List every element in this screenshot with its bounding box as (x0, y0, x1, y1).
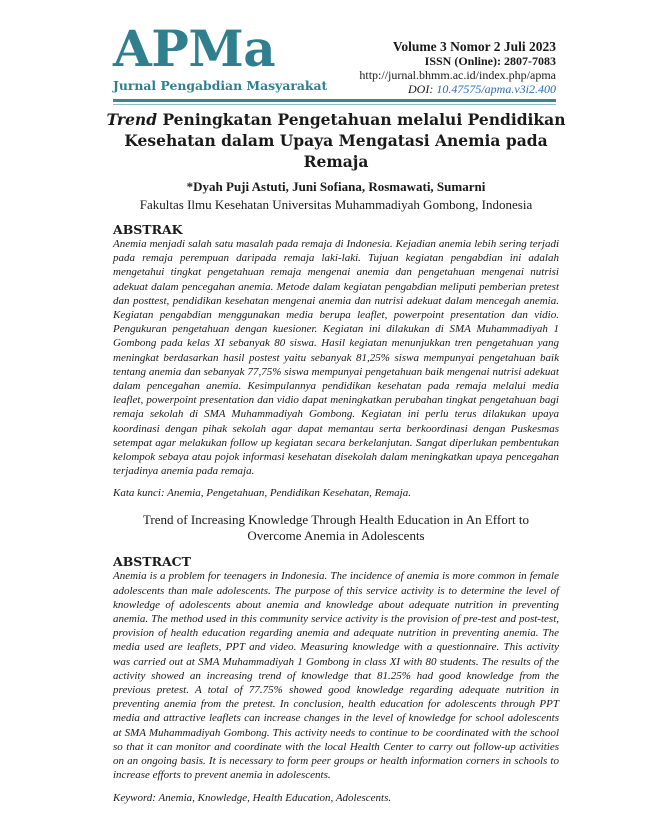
abstrak-text: Anemia menjadi salah satu masalah pada remaja di Indonesia. Kejadian anemia lebih sering terjadi pada remaja perempuan daripada remaja laki-laki. Tujuan kegiatan pengabdian ini adalah mengetahui tingkat pengetahuan remaja mengenai anemia dan pengetahuan mengenai nutrisi adekuat dalam pencegahan anemia. Metode dalam kegiatan pengabdian meliputi pemberian pretest dan posttest, pendidikan kesehatan mengenai anemia dan nutrisi adekuat dalam mencegah anemia. Kegiatan pengabdian menggunakan media berupa leaflet, powerpoint presentation dan vidio. Pengukuran pengetahuan dengan kuesioner. Kegiatan ini dilakukan di SMA Muhammadiyah 1 Gombong pada kelas XI sebanyak 80 siswa. Hasil kegiatan menunjukkan tren pengetahuan yang meningkat berdasarkan hasil postest yaitu sebanyak 81,25% siswa mempunyai pengetahuan baik tentang anemia dan sebanyak 77,75% siswa mempunyai pengetahuan baik mengenai nutrisi adekuat dalam pencegahan anemia. Kesimpulannya pendidikan kesehatan pada remaja melalui media leaflet, powerpoint presentation dan vidio dapat meningkatkan perubahan tingkat pengetahuan bagi remaja sekolah di SMA Muhammadiyah Gombong. Kegiatan ini perlu terus dilakukan upaya koordinasi dengan pihak sekolah agar dapat memantau serta berkoordinasi dengan Puskesmas setempat agar melakukan follow up kegiatan secara berkelanjutan. Sangat diperlukan pembentukan kelompok sebaya atau pojok informasi kesehatan disekolah dalam meningkatkan upaya pencegahan terjadinya anemia pada remaja. (113, 238, 559, 478)
abstrak-heading: ABSTRAK (113, 222, 183, 237)
doi-info (359, 82, 556, 96)
publication-meta (359, 40, 556, 96)
title-italic-word: Trend (106, 110, 158, 129)
doi-label: DOI: (408, 82, 437, 96)
journal-logo: APMa (113, 19, 276, 78)
authors: *Dyah Puji Astuti, Juni Sofiana, Rosmawati, Sumarni (186, 179, 486, 194)
header-rule-thick (113, 99, 556, 102)
kata-kunci: Kata kunci: Anemia, Pengetahuan, Pendidikan Kesehatan, Remaja. (113, 487, 411, 500)
english-title (100, 512, 572, 544)
abstract-text: Anemia is a problem for teenagers in Indonesia. The incidence of anemia is more common in female adolescents than male adolescents. The purpose of this service activity is to determine the level of knowledge of adolescents about anemia and knowledge about adequate nutrition in preventing anemia. The method used in this community service activity is the provision of pre-test and post-test, provision of health education regarding anemia and adequate nutrition in preventing anemia. The media used are leaflets, PPT and video. Measuring knowledge with a questionnaire. This activity was carried out at SMA Muhammadiyah 1 Gombong in class XI with 80 students. The results of the activity showed an increasing trend of knowledge that 81.25% had good knowledge from the previous pretest. A total of 77.75% showed good knowledge regarding adequate nutrition in preventing anemia from the pretest. In conclusion, health education for adolescents through PPT media and attractive leaflets can increase changes in the level of knowledge for school adolescents at SMA Muhammadiyah Gombong. This activity needs to continue to be coordinated with the school so that it can monitor and coordinate with the local Health Center to carry out follow-up activities on an ongoing basis. It is necessary to form peer groups or health information corners in schools to increase efforts to prevent anemia in adolescents. (113, 570, 559, 782)
affiliation: Fakultas Ilmu Kesehatan Universitas Muhammadiyah Gombong, Indonesia (139, 197, 533, 212)
masthead (0, 0, 648, 106)
doi-link[interactable]: 10.47575/apma.v3i2.400 (436, 82, 556, 96)
english-title-line-2: Overcome Anemia in Adolescents (247, 528, 425, 544)
english-title-line-1: Trend of Increasing Knowledge Through Health Education in An Effort to (142, 512, 530, 528)
title-line-2: Kesehatan dalam Upaya Mengatasi Anemia pada Remaja (124, 131, 548, 171)
journal-name: Jurnal Pengabdian Masyarakat (113, 78, 328, 93)
title-line-1-rest: Peningkatan Pengetahuan melalui Pendidikan (157, 110, 566, 129)
volume-info: Volume 3 Nomor 2 Juli 2023 (392, 39, 556, 54)
article-body (0, 106, 648, 805)
header-rule-thin (113, 104, 556, 105)
keywords: Keyword: Anemia, Knowledge, Health Education, Adolescents. (113, 791, 392, 804)
journal-url[interactable]: http://jurnal.bhmm.ac.id/index.php/apma (359, 68, 556, 82)
issn-info: ISSN (Online): 2807-7083 (424, 54, 556, 68)
title-line-1 (100, 109, 572, 130)
abstract-heading: ABSTRACT (113, 554, 191, 570)
article-title (100, 109, 572, 172)
